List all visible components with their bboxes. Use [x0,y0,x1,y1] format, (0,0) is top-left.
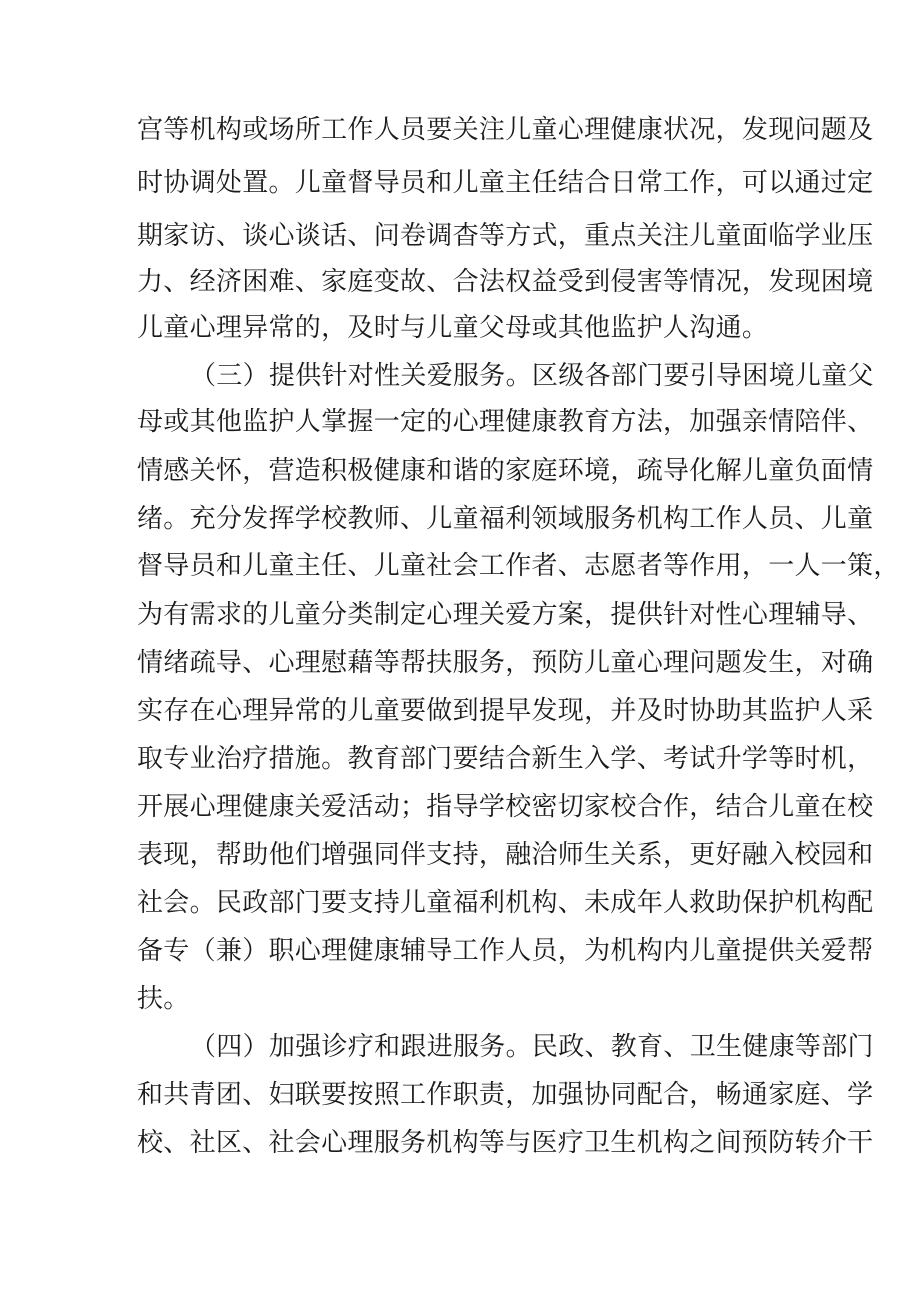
text-line: 和共青团、妇联要按照工作职责，加强协同配合，畅通家庭、学 [137,1080,874,1110]
text-line: 校、社区、社会心理服务机构等与医疗卫生机构之间预防转介干 [137,1128,874,1158]
text-line: 实存在心理异常的儿童要做到提早发现，并及时协助其监护人采 [137,696,874,726]
text-line: 时协调处置。儿童督导员和儿童主任结合日常工作，可以通过定 [137,168,874,198]
text-line: 期家访、谈心谈话、问卷调杳等方式，重点关注儿童面临学业压 [137,221,874,251]
text-line: 督导员和儿童主任、儿童社会工作者、志愿者等作用，一人一策， [137,551,900,581]
text-line: 取专业治疗措施。教育部门要结合新生入学、考试升学等时机， [137,744,874,774]
text-line: 情绪疏导、心理慰藉等帮扶服务，预防儿童心理问题发生，对确 [137,648,874,678]
text-line: 力、经济困难、家庭变故、合法权益受到侵害等情况，发现困境 [137,267,874,297]
text-line: 为有需求的儿童分类制定心理关爱方案，提供针对性心理辅导、 [137,600,874,630]
text-line: （三）提供针对性关爱服务。区级各部门要引导困境儿童父 [190,361,874,391]
text-line: 宫等机构或场所工作人员要关注儿童心理健康状况，发现问题及 [137,115,874,145]
text-line: 母或其他监护人掌握一定的心理健康教育方法，加强亲情陪伴、 [137,407,874,437]
text-line: 表现，帮助他们增强同伴支持，融洽师生关系，更好融入校园和 [137,840,874,870]
text-line: 扶。 [137,984,190,1014]
text-line: 备专（兼）职心理健康辅导工作人员，为机构内儿童提供关爱帮 [137,936,874,966]
text-line: 绪。充分发挥学校教师、儿童福利领域服务机构工作人员、儿童 [137,504,874,534]
text-line: 情感关怀，营造积极健康和谐的家庭环境，疏导化解儿童负面情 [137,456,874,486]
text-line: 儿童心理异常的，及时与儿童父母或其他监护人沟通。 [137,313,769,343]
text-line: 社会。民政部门要支持儿童福利机构、未成年人救助保护机构配 [137,888,874,918]
text-line: （四）加强诊疗和跟进服务。民政、教育、卫生健康等部门 [190,1032,874,1062]
text-line: 开展心理健康关爱活动；指导学校密切家校合作，结合儿童在校 [137,792,874,822]
